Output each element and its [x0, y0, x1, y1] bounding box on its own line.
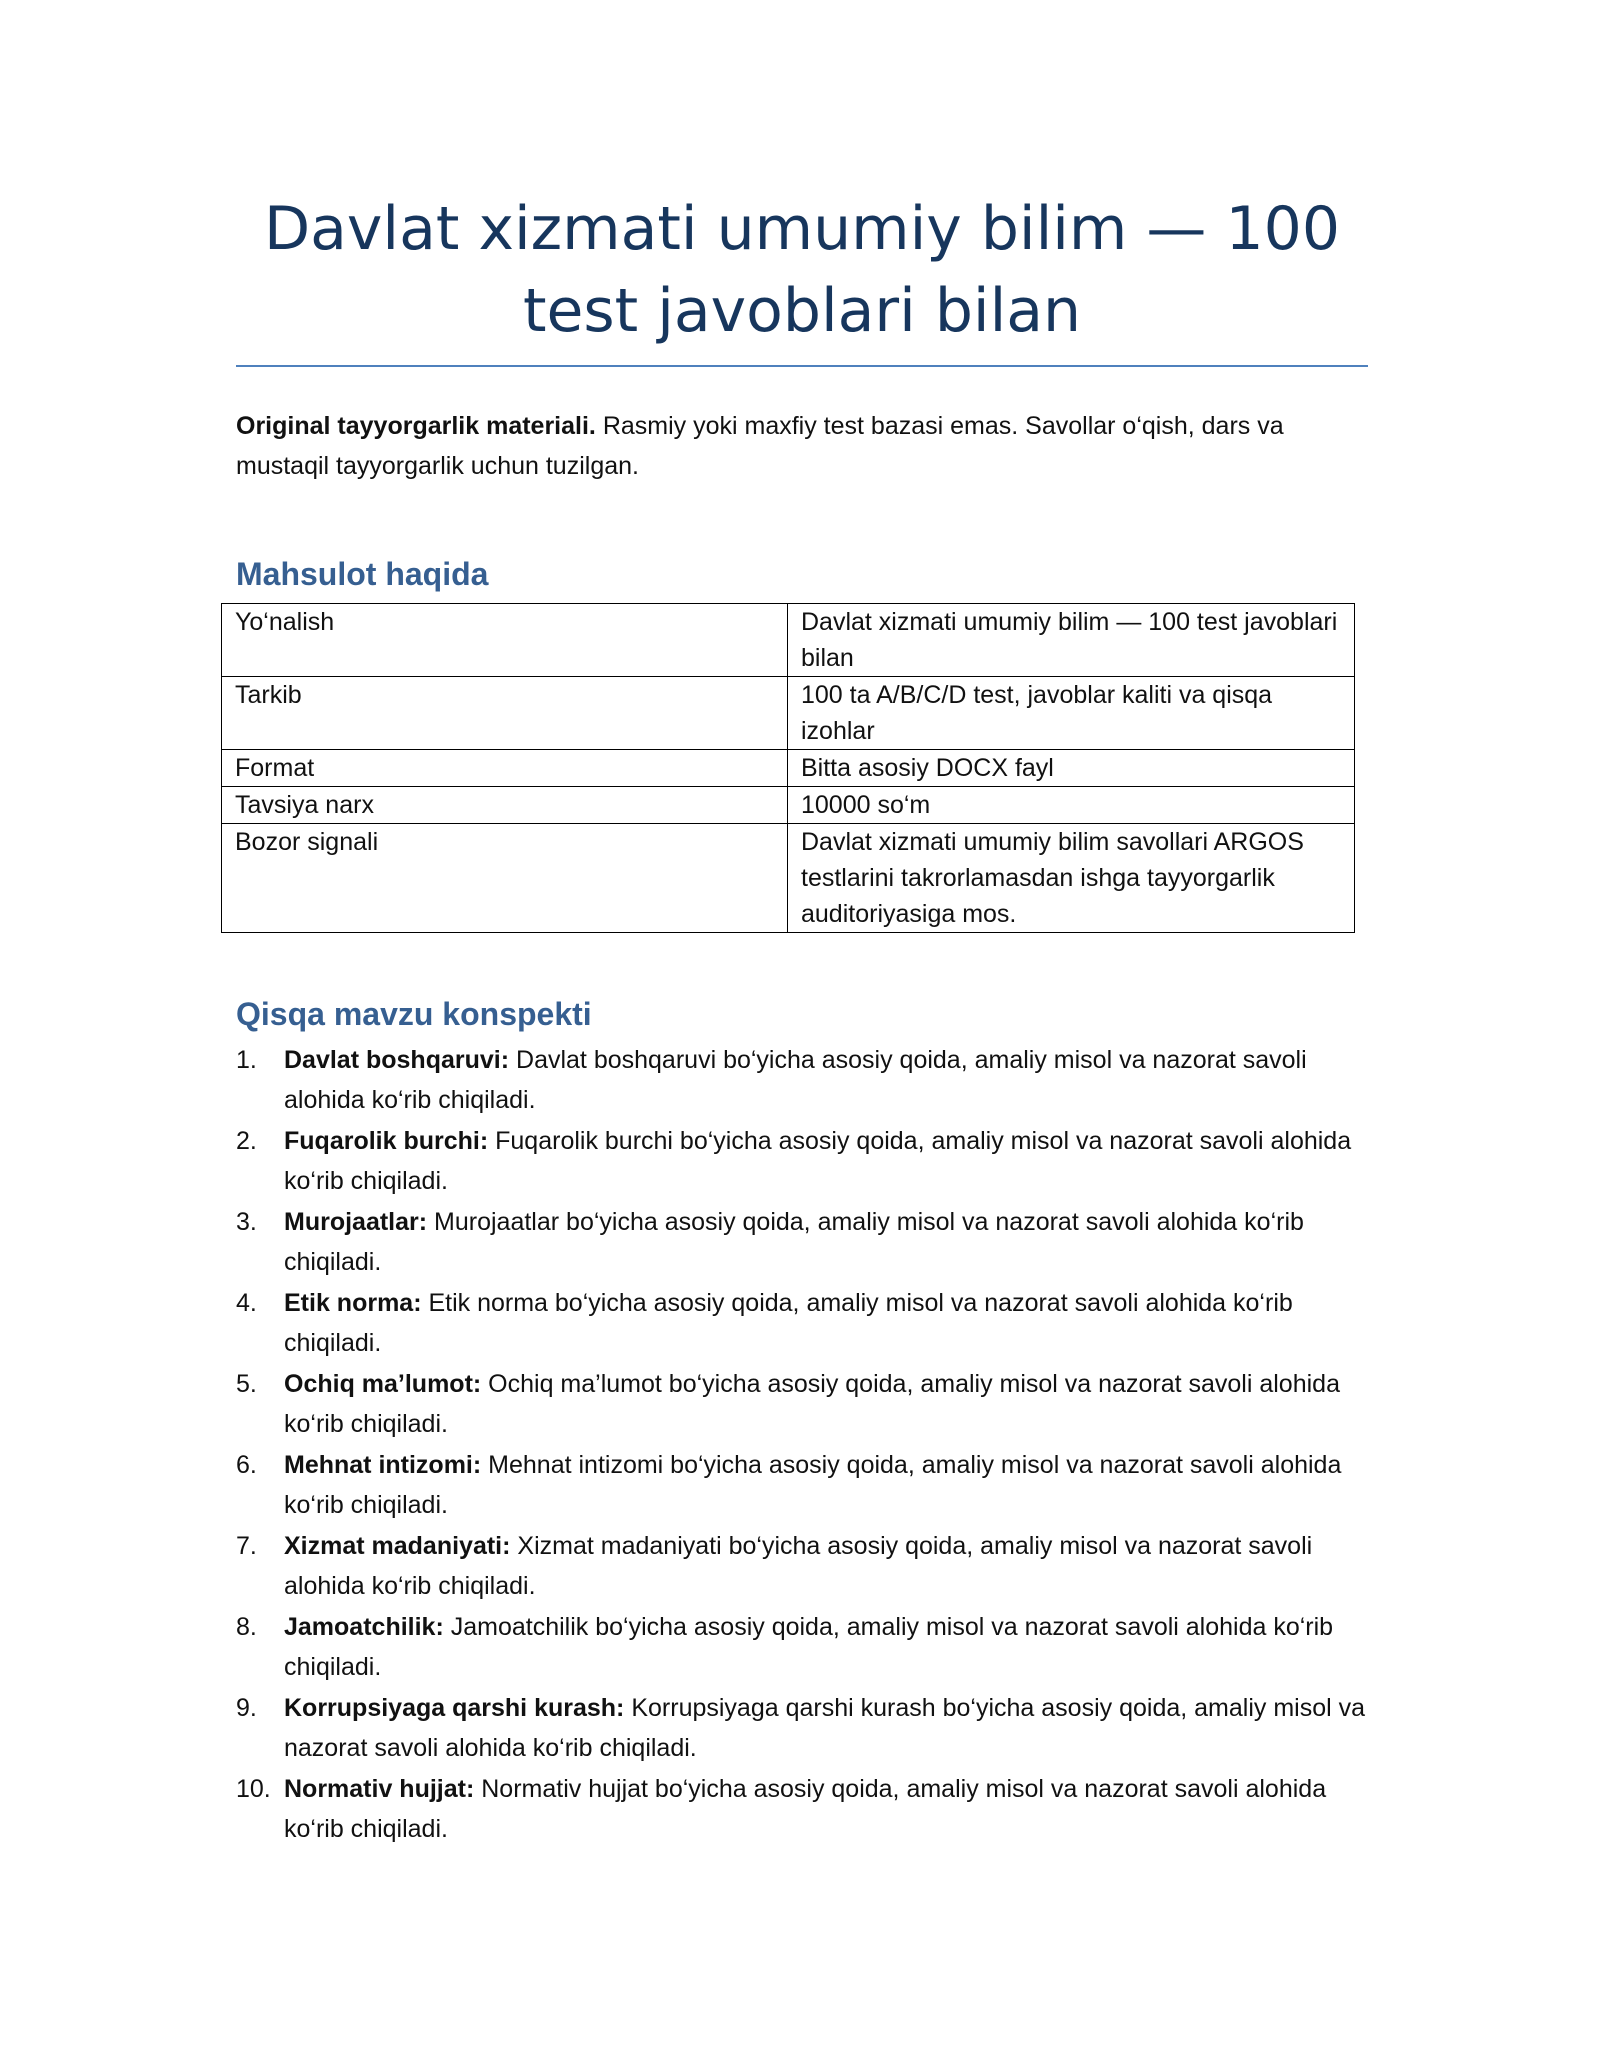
- list-item-text: Xizmat madaniyati bo‘yicha asosiy qoida, amaliy misol va nazorat savoli alohida ko‘rib chiqiladi.: [284, 1532, 1313, 1600]
- list-item: [236, 1202, 1366, 1282]
- table-cell-label: Format: [222, 750, 788, 787]
- list-item-text: Etik norma bo‘yicha asosiy qoida, amaliy misol va nazorat savoli alohida ko‘rib chiqiladi.: [284, 1289, 1293, 1357]
- document-title: Davlat xizmati umumiy bilim — 100 test javoblari bilan: [263, 194, 1341, 346]
- list-item-number: 7.: [236, 1532, 257, 1560]
- list-item-number: 3.: [236, 1208, 257, 1236]
- table-cell-label: Tavsiya narx: [222, 787, 788, 824]
- list-item-term: Jamoatchilik:: [284, 1613, 444, 1641]
- list-item-term: Etik norma:: [284, 1289, 422, 1317]
- table-row: [222, 787, 1355, 824]
- list-item-number: 2.: [236, 1127, 257, 1155]
- list-item-term: Xizmat madaniyati:: [284, 1532, 511, 1560]
- title-underline-divider: [236, 365, 1368, 367]
- table-cell-label: Bozor signali: [222, 824, 788, 933]
- list-item: [236, 1364, 1366, 1444]
- intro-text: Rasmiy yoki maxfiy test bazasi emas. Savollar o‘qish, dars va mustaqil tayyorgarlik uchun tuzilgan.: [236, 412, 1284, 480]
- table-row: [222, 677, 1355, 750]
- list-item: [236, 1445, 1366, 1525]
- list-item: [236, 1121, 1366, 1201]
- table-cell-label: Yo‘nalish: [222, 604, 788, 677]
- list-item-number: 6.: [236, 1451, 257, 1479]
- list-item-text: Normativ hujjat bo‘yicha asosiy qoida, amaliy misol va nazorat savoli alohida ko‘rib chiqiladi.: [284, 1775, 1327, 1843]
- list-item: [236, 1283, 1366, 1363]
- list-item-text: Murojaatlar bo‘yicha asosiy qoida, amaliy misol va nazorat savoli alohida ko‘rib chiqiladi.: [284, 1208, 1304, 1276]
- list-item-number: 5.: [236, 1370, 257, 1398]
- table-cell-value: 100 ta A/B/C/D test, javoblar kaliti va qisqa izohlar: [788, 677, 1355, 750]
- table-cell-value: Davlat xizmati umumiy bilim savollari ARGOS testlarini takrorlamasdan ishga tayyorgarlik auditoriyasiga mos.: [788, 824, 1355, 933]
- list-item-term: Korrupsiyaga qarshi kurash:: [284, 1694, 625, 1722]
- list-item-number: 4.: [236, 1289, 257, 1317]
- list-item: [236, 1040, 1366, 1120]
- list-item: [236, 1607, 1366, 1687]
- table-row: [222, 750, 1355, 787]
- list-item-text: Fuqarolik burchi bo‘yicha asosiy qoida, amaliy misol va nazorat savoli alohida ko‘rib chiqiladi.: [284, 1127, 1352, 1195]
- list-item-text: Mehnat intizomi bo‘yicha asosiy qoida, amaliy misol va nazorat savoli alohida ko‘rib chiqiladi.: [284, 1451, 1342, 1519]
- list-item-term: Fuqarolik burchi:: [284, 1127, 489, 1155]
- list-item-term: Ochiq ma’lumot:: [284, 1370, 482, 1398]
- intro-paragraph: [236, 406, 1356, 486]
- product-info-table: [221, 603, 1355, 933]
- list-item-number: 10.: [236, 1775, 271, 1803]
- table-cell-value: 10000 so‘m: [788, 787, 1355, 824]
- outline-section-heading: Qisqa mavzu konspekti: [236, 996, 592, 1032]
- list-item: [236, 1688, 1366, 1768]
- table-cell-value: Bitta asosiy DOCX fayl: [788, 750, 1355, 787]
- list-item-number: 1.: [236, 1046, 257, 1074]
- list-item-number: 9.: [236, 1694, 257, 1722]
- table-row: [222, 824, 1355, 933]
- list-item-term: Mehnat intizomi:: [284, 1451, 482, 1479]
- list-item-text: Jamoatchilik bo‘yicha asosiy qoida, amaliy misol va nazorat savoli alohida ko‘rib chiqiladi.: [284, 1613, 1334, 1681]
- list-item-term: Murojaatlar:: [284, 1208, 428, 1236]
- list-item-text: Ochiq ma’lumot bo‘yicha asosiy qoida, amaliy misol va nazorat savoli alohida ko‘rib chiqiladi.: [284, 1370, 1340, 1438]
- topic-outline-list: [236, 1040, 1366, 1850]
- list-item-text: Davlat boshqaruvi bo‘yicha asosiy qoida, amaliy misol va nazorat savoli alohida ko‘rib chiqiladi.: [284, 1046, 1307, 1114]
- list-item-term: Davlat boshqaruvi:: [284, 1046, 510, 1074]
- table-cell-label: Tarkib: [222, 677, 788, 750]
- list-item-number: 8.: [236, 1613, 257, 1641]
- table-row: [222, 604, 1355, 677]
- table-cell-value: Davlat xizmati umumiy bilim — 100 test javoblari bilan: [788, 604, 1355, 677]
- list-item-text: Korrupsiyaga qarshi kurash bo‘yicha asosiy qoida, amaliy misol va nazorat savoli alohida ko‘rib chiqiladi.: [284, 1694, 1366, 1762]
- product-section-heading: Mahsulot haqida: [236, 556, 489, 592]
- list-item-term: Normativ hujjat:: [284, 1775, 475, 1803]
- intro-bold-lead: Original tayyorgarlik materiali.: [236, 412, 596, 440]
- list-item: [236, 1526, 1366, 1606]
- list-item: [236, 1769, 1366, 1849]
